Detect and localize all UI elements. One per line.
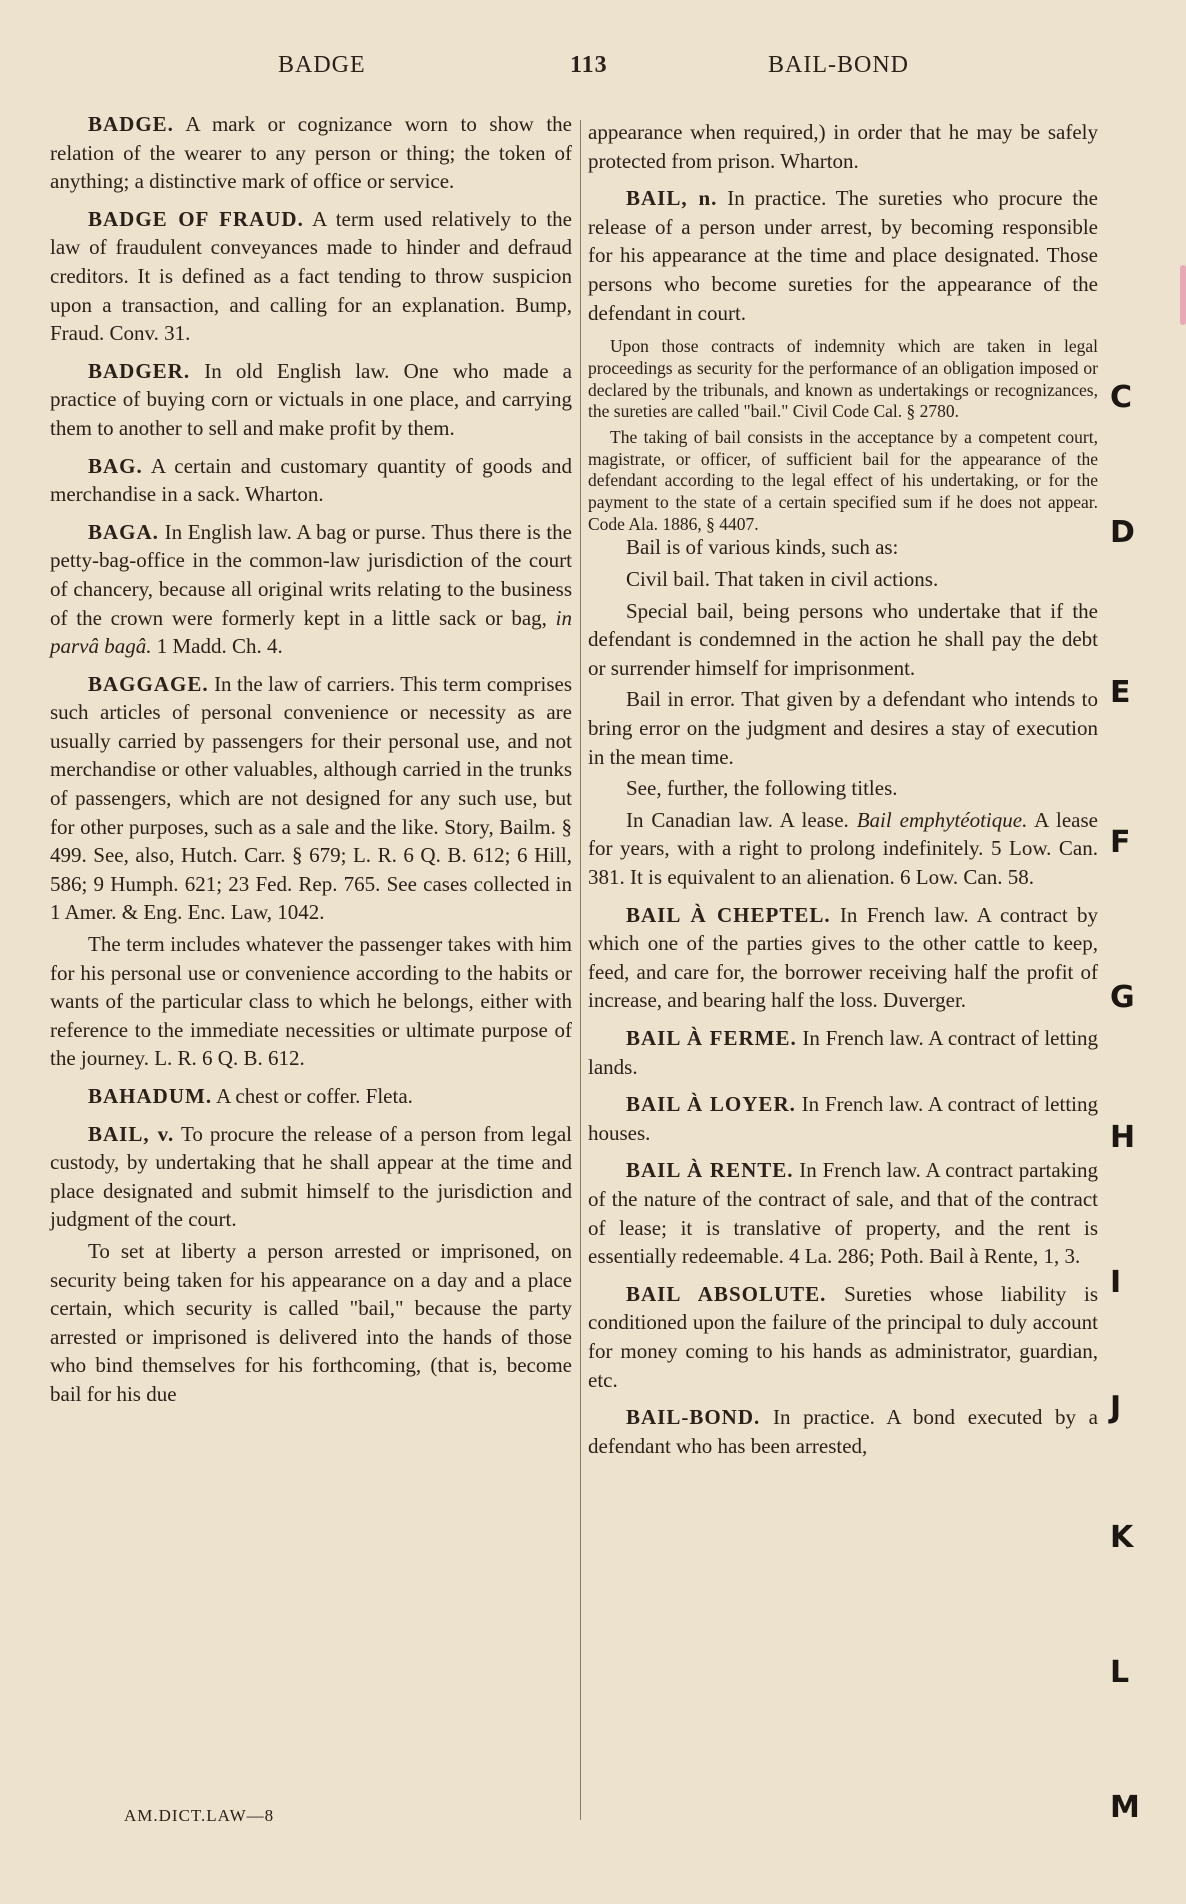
thumb-index-tab[interactable]: M: [1110, 1790, 1140, 1825]
dictionary-entry: [588, 1280, 1098, 1394]
thumb-index-tab[interactable]: L: [1110, 1655, 1130, 1690]
thumb-index-tab[interactable]: H: [1110, 1120, 1136, 1155]
definition-text: In practice. A bond executed by a defendant who has been arrested,: [588, 1405, 1098, 1458]
italic-term: Bail emphytéotique.: [856, 807, 1028, 832]
quoted-text: The taking of bail consists in the acceptance by a competent court, magistrate, or officer, of sufficient bail for the appearance of the defendant according to the legal effect of his undertaking, or for the payment to the state of a certain specified sum if he does not appear. Code Ala. 1886, § 4407.: [588, 426, 1098, 534]
definition-text: In English law. A bag or purse. Thus there is the petty-bag-office in the common-law jurisdiction of the court of chancery, because all original writs relating to the business of the crown were formerly kept in a little sack or bag,: [50, 519, 572, 630]
thumb-index-tab[interactable]: D: [1110, 515, 1135, 550]
headword: BAIL, v.: [88, 1121, 175, 1146]
headword: BADGER.: [88, 358, 191, 383]
quoted-definition: [588, 427, 1098, 536]
thumb-index-tab[interactable]: G: [1110, 980, 1135, 1015]
thumb-index-tab[interactable]: F: [1110, 825, 1131, 860]
entry-paragraph: [588, 806, 1098, 892]
headword: BAIL À FERME.: [626, 1025, 797, 1050]
definition-text: In old English law. One who made a practice of buying corn or victuals in one place, and carrying them to another to sell and make profit by them.: [50, 358, 572, 440]
dictionary-entry: [50, 1082, 572, 1111]
paragraph-text: Special bail, being persons who undertake that if the defendant is condemned in the action he shall pay the debt or surrender himself for imprisonment.: [588, 598, 1098, 680]
definition-text: In French law. A contract partaking of the nature of the contract of sale, and that of the contract of lease; it is translative of property, and the rent is essentially redeemable. 4 La. 286; Poth. Bail à Rente, 1, 3.: [588, 1158, 1098, 1269]
entry-paragraph: [588, 774, 1098, 803]
headword: BAIL-BOND.: [626, 1405, 761, 1430]
column-divider: [580, 120, 581, 1820]
headword: BAGGAGE.: [88, 671, 209, 696]
quoted-definition: [588, 336, 1098, 423]
page-edge-mark: [1180, 265, 1186, 325]
dictionary-entry: [50, 518, 572, 661]
citation-text: 1 Madd. Ch. 4.: [151, 634, 283, 659]
thumb-index-tab[interactable]: E: [1110, 675, 1131, 710]
running-head-left: BADGE: [278, 52, 366, 78]
definition-text: In French law. A contract of letting lands.: [588, 1025, 1099, 1079]
headword: BAHADUM.: [88, 1084, 213, 1108]
headword: BAIL À CHEPTEL.: [626, 902, 831, 927]
definition-text: Sureties whose liability is conditioned upon the failure of the principal to duly account for money coming to his hands as administrator, guardian, etc.: [588, 1281, 1099, 1392]
definition-text: To procure the release of a person from legal custody, by undertaking that he shall appear at the time and place designated and submit himself to the jurisdiction and judgment of the court.: [50, 1121, 572, 1232]
thumb-index-tab[interactable]: J: [1110, 1390, 1122, 1425]
definition-text: In practice. The sureties who procure the release of a person under arrest, by becoming responsible for his appearance at the time and place designated. Those persons who become sureties for the appearance of the defendant in court.: [588, 186, 1099, 325]
paragraph-text: Bail in error. That given by a defendant who intends to bring error on the judgment and desires a stay of execution in the mean time.: [588, 687, 1098, 769]
headword: BAIL À RENTE.: [626, 1158, 794, 1183]
right-column: [588, 118, 1098, 1469]
paragraph-text: Bail is of various kinds, such as:: [626, 535, 899, 560]
headword: BAIL À LOYER.: [626, 1092, 796, 1117]
dictionary-entry: [50, 452, 572, 509]
dictionary-entry: [588, 184, 1098, 327]
paragraph-text: The term includes whatever the passenger takes with him for his personal use or convenience according to the habits or wants of the particular class to which he belongs, either with reference to the immediate necessities or ultimate purpose of the journey. L. R. 6 Q. B. 612.: [50, 932, 572, 1071]
headword: BADGE OF FRAUD.: [88, 206, 304, 231]
continued-text: [588, 118, 1098, 175]
page-number: 113: [570, 52, 608, 78]
headword: BAG.: [88, 453, 143, 478]
dictionary-entry: [50, 110, 572, 196]
entry-paragraph: [50, 1237, 572, 1409]
paragraph-text: See, further, the following titles.: [626, 776, 898, 801]
citation-text: A lease for years, with a right to prolong indefinitely. 5 Low. Can. 381. It is equivalent to an alienation. 6 Low. Can. 58.: [588, 807, 1098, 890]
definition-text: In French law. A contract by which one of the parties gives to the other cattle to keep, feed, and care for, the borrower receiving half the profit of increase, and bearing half the loss. Duverger.: [588, 902, 1098, 1013]
definition-text: In French law. A contract of letting houses.: [588, 1092, 1098, 1145]
entry-paragraph: [588, 533, 1098, 562]
definition-text: A chest or coffer. Fleta.: [212, 1084, 413, 1108]
dictionary-entry: [588, 1090, 1098, 1147]
italic-term: in parvâ bagâ.: [50, 605, 572, 659]
dictionary-entry: [588, 901, 1098, 1015]
definition-text: A certain and customary quantity of goods and merchandise in a sack. Wharton.: [50, 453, 572, 507]
dictionary-entry: [588, 1156, 1098, 1270]
dictionary-entry: [50, 670, 572, 927]
thumb-index-tab[interactable]: K: [1110, 1520, 1134, 1555]
headword: BADGE.: [88, 112, 174, 136]
paragraph-text: appearance when required,) in order that he may be safely protected from prison. Wharton.: [588, 120, 1098, 173]
paragraph-text: In Canadian law. A lease.: [626, 807, 857, 832]
dictionary-entry: [50, 1120, 572, 1234]
left-column: [50, 110, 572, 1418]
headword: BAIL, n.: [626, 186, 718, 211]
thumb-index-tab[interactable]: I: [1110, 1265, 1122, 1300]
entry-paragraph: [588, 565, 1098, 594]
entry-paragraph: [50, 930, 572, 1073]
definition-text: In the law of carriers. This term comprises such articles of personal convenience or necessity as are usually carried by passengers for their personal use, and not merchandise or other valuables, although carried in the trunks of passengers, which are not designed for any such use, but for other purposes, such as a sale and the like. Story, Bailm. § 499. See, also, Hutch. Carr. § 679; L. R. 6 Q. B. 612; 6 Hill, 586; 9 Humph. 621; 23 Fed. Rep. 765. See cases collected in 1 Amer. & Eng. Enc. Law, 1042.: [50, 671, 572, 925]
headword: BAIL ABSOLUTE.: [626, 1281, 827, 1306]
headword: BAGA.: [88, 519, 159, 544]
signature-mark: AM.DICT.LAW—8: [124, 1806, 275, 1825]
entry-paragraph: [588, 685, 1098, 771]
definition-text: A term used relatively to the law of fraudulent conveyances made to hinder and defraud creditors. It is defined as a fact tending to throw suspicion upon a transaction, and calling for an explanation. Bump, Fraud. Conv. 31.: [50, 206, 572, 346]
dictionary-entry: [50, 357, 572, 443]
dictionary-entry: [588, 1024, 1098, 1081]
thumb-index-tab[interactable]: C: [1110, 380, 1133, 415]
entry-paragraph: [588, 597, 1098, 683]
quoted-text: Upon those contracts of indemnity which are taken in legal proceedings as security for the performance of an obligation imposed or declared by the tribunals, and known as undertakings or recognizances, the sureties are called "bail." Civil Code Cal. § 2780.: [588, 336, 1098, 422]
running-head-right: BAIL-BOND: [768, 52, 909, 78]
paragraph-text: Civil bail. That taken in civil actions.: [626, 567, 939, 592]
paragraph-text: To set at liberty a person arrested or imprisoned, on security being taken for his appearance on a day and a place certain, which security is called "bail," because the party arrested or imprisoned is delivered into the hands of those who bind themselves for his forthcoming, (that is, become bail for his due: [50, 1238, 572, 1406]
dictionary-entry: [50, 205, 572, 348]
dictionary-entry: [588, 1403, 1098, 1460]
definition-text: A mark or cognizance worn to show the relation of the wearer to any person or thing; the token of anything; a distinctive mark of office or service.: [50, 112, 572, 194]
